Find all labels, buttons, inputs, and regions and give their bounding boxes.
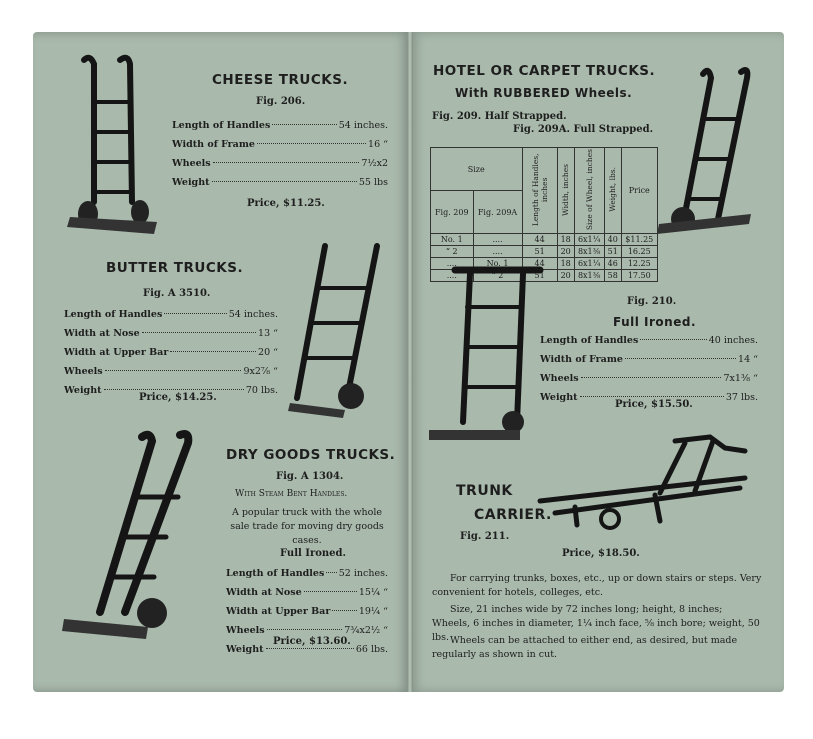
spec-value: 40 inches.: [708, 335, 758, 346]
spec-label: Wheels: [226, 625, 265, 636]
table-cell: 18: [557, 258, 574, 270]
spec-label: Wheels: [172, 158, 211, 169]
butter-price: Price, $14.25.: [139, 392, 217, 403]
trunk-carrier-illustration: [535, 433, 755, 538]
spec-value: 16 “: [368, 139, 388, 150]
table-cell: 8x1⅜: [574, 270, 604, 282]
table-cell: 8x1⅜: [574, 246, 604, 258]
fig-210-price: Price, $15.50.: [615, 399, 693, 410]
spec-value: 66 lbs.: [355, 644, 388, 655]
table-header: Price: [621, 148, 657, 234]
table-cell: 18: [557, 234, 574, 246]
dry-goods-price: Price, $13.60.: [273, 636, 351, 647]
spec-label: Length of Handles: [64, 309, 163, 320]
spec-label: Width at Upper Bar: [64, 347, 169, 358]
trunk-title-line2: CARRIER.: [474, 507, 552, 523]
table-cell: 44: [522, 258, 557, 270]
dry-goods-variant: Full Ironed.: [280, 548, 346, 559]
table-cell: ....: [431, 270, 474, 282]
table-header-size: Size: [431, 148, 523, 191]
spec-label: Weight: [64, 385, 102, 396]
spec-label: Weight: [226, 644, 264, 655]
spec-value: 7x1⅜ “: [723, 373, 758, 384]
table-cell: No. 1: [431, 234, 474, 246]
table-cell: 58: [604, 270, 621, 282]
spec-value: 54 inches.: [228, 309, 278, 320]
spec-label: Length of Handles: [172, 120, 271, 131]
fig-210-specs: [540, 331, 758, 407]
spec-label: Length of Handles: [540, 335, 639, 346]
table-cell: 6x1¼: [574, 258, 604, 270]
table-header: Weight, lbs.: [608, 167, 618, 212]
table-cell: ....: [431, 258, 474, 270]
spec-value: 54 inches.: [338, 120, 388, 131]
butter-truck-illustration: [285, 238, 385, 418]
trunk-price: Price, $18.50.: [562, 548, 640, 559]
butter-specs: [64, 305, 278, 400]
hotel-subtitle: With RUBBERED Wheels.: [455, 86, 633, 100]
table-header: Width, inches: [561, 163, 571, 216]
spec-label: Width of Frame: [540, 354, 623, 365]
table-cell: $11.25: [621, 234, 657, 246]
book-spine: [407, 32, 413, 692]
trunk-paragraph-1: For carrying trunks, boxes, etc., up or down stairs or steps. Very convenient for hotels, colleges, etc.: [432, 573, 762, 598]
trunk-fig: Fig. 211.: [460, 531, 510, 542]
dry-goods-title: DRY GOODS TRUCKS.: [226, 447, 396, 463]
table-header: Fig. 209: [431, 191, 474, 234]
table-cell: 17.50: [621, 270, 657, 282]
hotel-title: HOTEL OR CARPET TRUCKS.: [433, 63, 656, 79]
spec-label: Wheels: [540, 373, 579, 384]
spec-value: 55 lbs: [358, 177, 388, 188]
table-cell: 40: [604, 234, 621, 246]
table-row: [431, 234, 658, 246]
table-header: Length of Handles, inches: [530, 153, 549, 226]
trunk-paragraph-3: Wheels can be attached to either end, as desired, but made regularly as shown in cut.: [432, 635, 738, 660]
table-cell: 12.25: [621, 258, 657, 270]
spec-value: 14 “: [738, 354, 758, 365]
spec-value: 20 “: [258, 347, 278, 358]
butter-fig: Fig. A 3510.: [143, 288, 211, 299]
spec-value: 37 lbs.: [725, 392, 758, 403]
cheese-fig: Fig. 206.: [256, 96, 306, 107]
fig-210-title: Full Ironed.: [613, 315, 697, 329]
table-row: [431, 246, 658, 258]
table-cell: 20: [557, 270, 574, 282]
spec-label: Wheels: [64, 366, 103, 377]
spec-label: Length of Handles: [226, 568, 325, 579]
spec-value: 9x2⅞ “: [243, 366, 278, 377]
table-cell: “ 2: [473, 270, 522, 282]
table-header: Fig. 209A: [473, 191, 522, 234]
table-cell: No. 1: [473, 258, 522, 270]
hotel-fig-209a: Fig. 209A. Full Strapped.: [513, 124, 654, 135]
cheese-price: Price, $11.25.: [247, 198, 325, 209]
spec-value: 15¼ “: [358, 587, 388, 598]
hotel-truck-illustration: [655, 64, 755, 244]
table-cell: “ 2: [431, 246, 474, 258]
table-header: Size of Wheel, inches: [584, 149, 594, 231]
table-cell: 46: [604, 258, 621, 270]
spec-value: 52 inches.: [338, 568, 388, 579]
table-cell: 20: [557, 246, 574, 258]
spec-label: Width at Upper Bar: [226, 606, 331, 617]
spec-label: Weight: [172, 177, 210, 188]
dry-goods-fig: Fig. A 1304.: [276, 471, 344, 482]
table-cell: 51: [522, 270, 557, 282]
dry-goods-description: A popular truck with the whole sale trade for moving dry goods cases.: [230, 507, 384, 546]
spec-value: 7¾x2½ “: [344, 625, 388, 636]
spec-label: Width of Frame: [172, 139, 255, 150]
fig-210-label: Fig. 210.: [627, 296, 677, 307]
hotel-fig-209: Fig. 209. Half Strapped.: [432, 111, 567, 122]
trunk-paragraph-2: Size, 21 inches wide by 72 inches long; height, 8 inches; Wheels, 6 inches in diameter, 1¼ inch face, ⅝ inch bore; weight, 50 lbs.: [432, 604, 760, 643]
spec-value: 19¼ “: [358, 606, 388, 617]
table-cell: 16.25: [621, 246, 657, 258]
spec-value: 13 “: [258, 328, 278, 339]
table-cell: ....: [473, 234, 522, 246]
spec-value: 7½x2: [361, 158, 388, 169]
table-cell: 6x1¼: [574, 234, 604, 246]
spec-label: Width at Nose: [226, 587, 302, 598]
table-cell: 51: [522, 246, 557, 258]
table-cell: 51: [604, 246, 621, 258]
table-cell: ....: [473, 246, 522, 258]
cheese-specs: [172, 116, 388, 192]
table-cell: 44: [522, 234, 557, 246]
fig-210-truck-illustration: [425, 262, 545, 447]
cheese-truck-illustration: [62, 52, 167, 237]
butter-title: BUTTER TRUCKS.: [106, 260, 244, 276]
spec-label: Weight: [540, 392, 578, 403]
trunk-title-line1: TRUNK: [456, 483, 513, 499]
spec-label: Width at Nose: [64, 328, 140, 339]
cheese-title: CHEESE TRUCKS.: [212, 72, 349, 88]
dry-goods-truck-illustration: [60, 427, 200, 642]
spec-value: 70 lbs.: [245, 385, 278, 396]
dry-goods-subtitle: With Steam Bent Handles.: [235, 489, 348, 499]
